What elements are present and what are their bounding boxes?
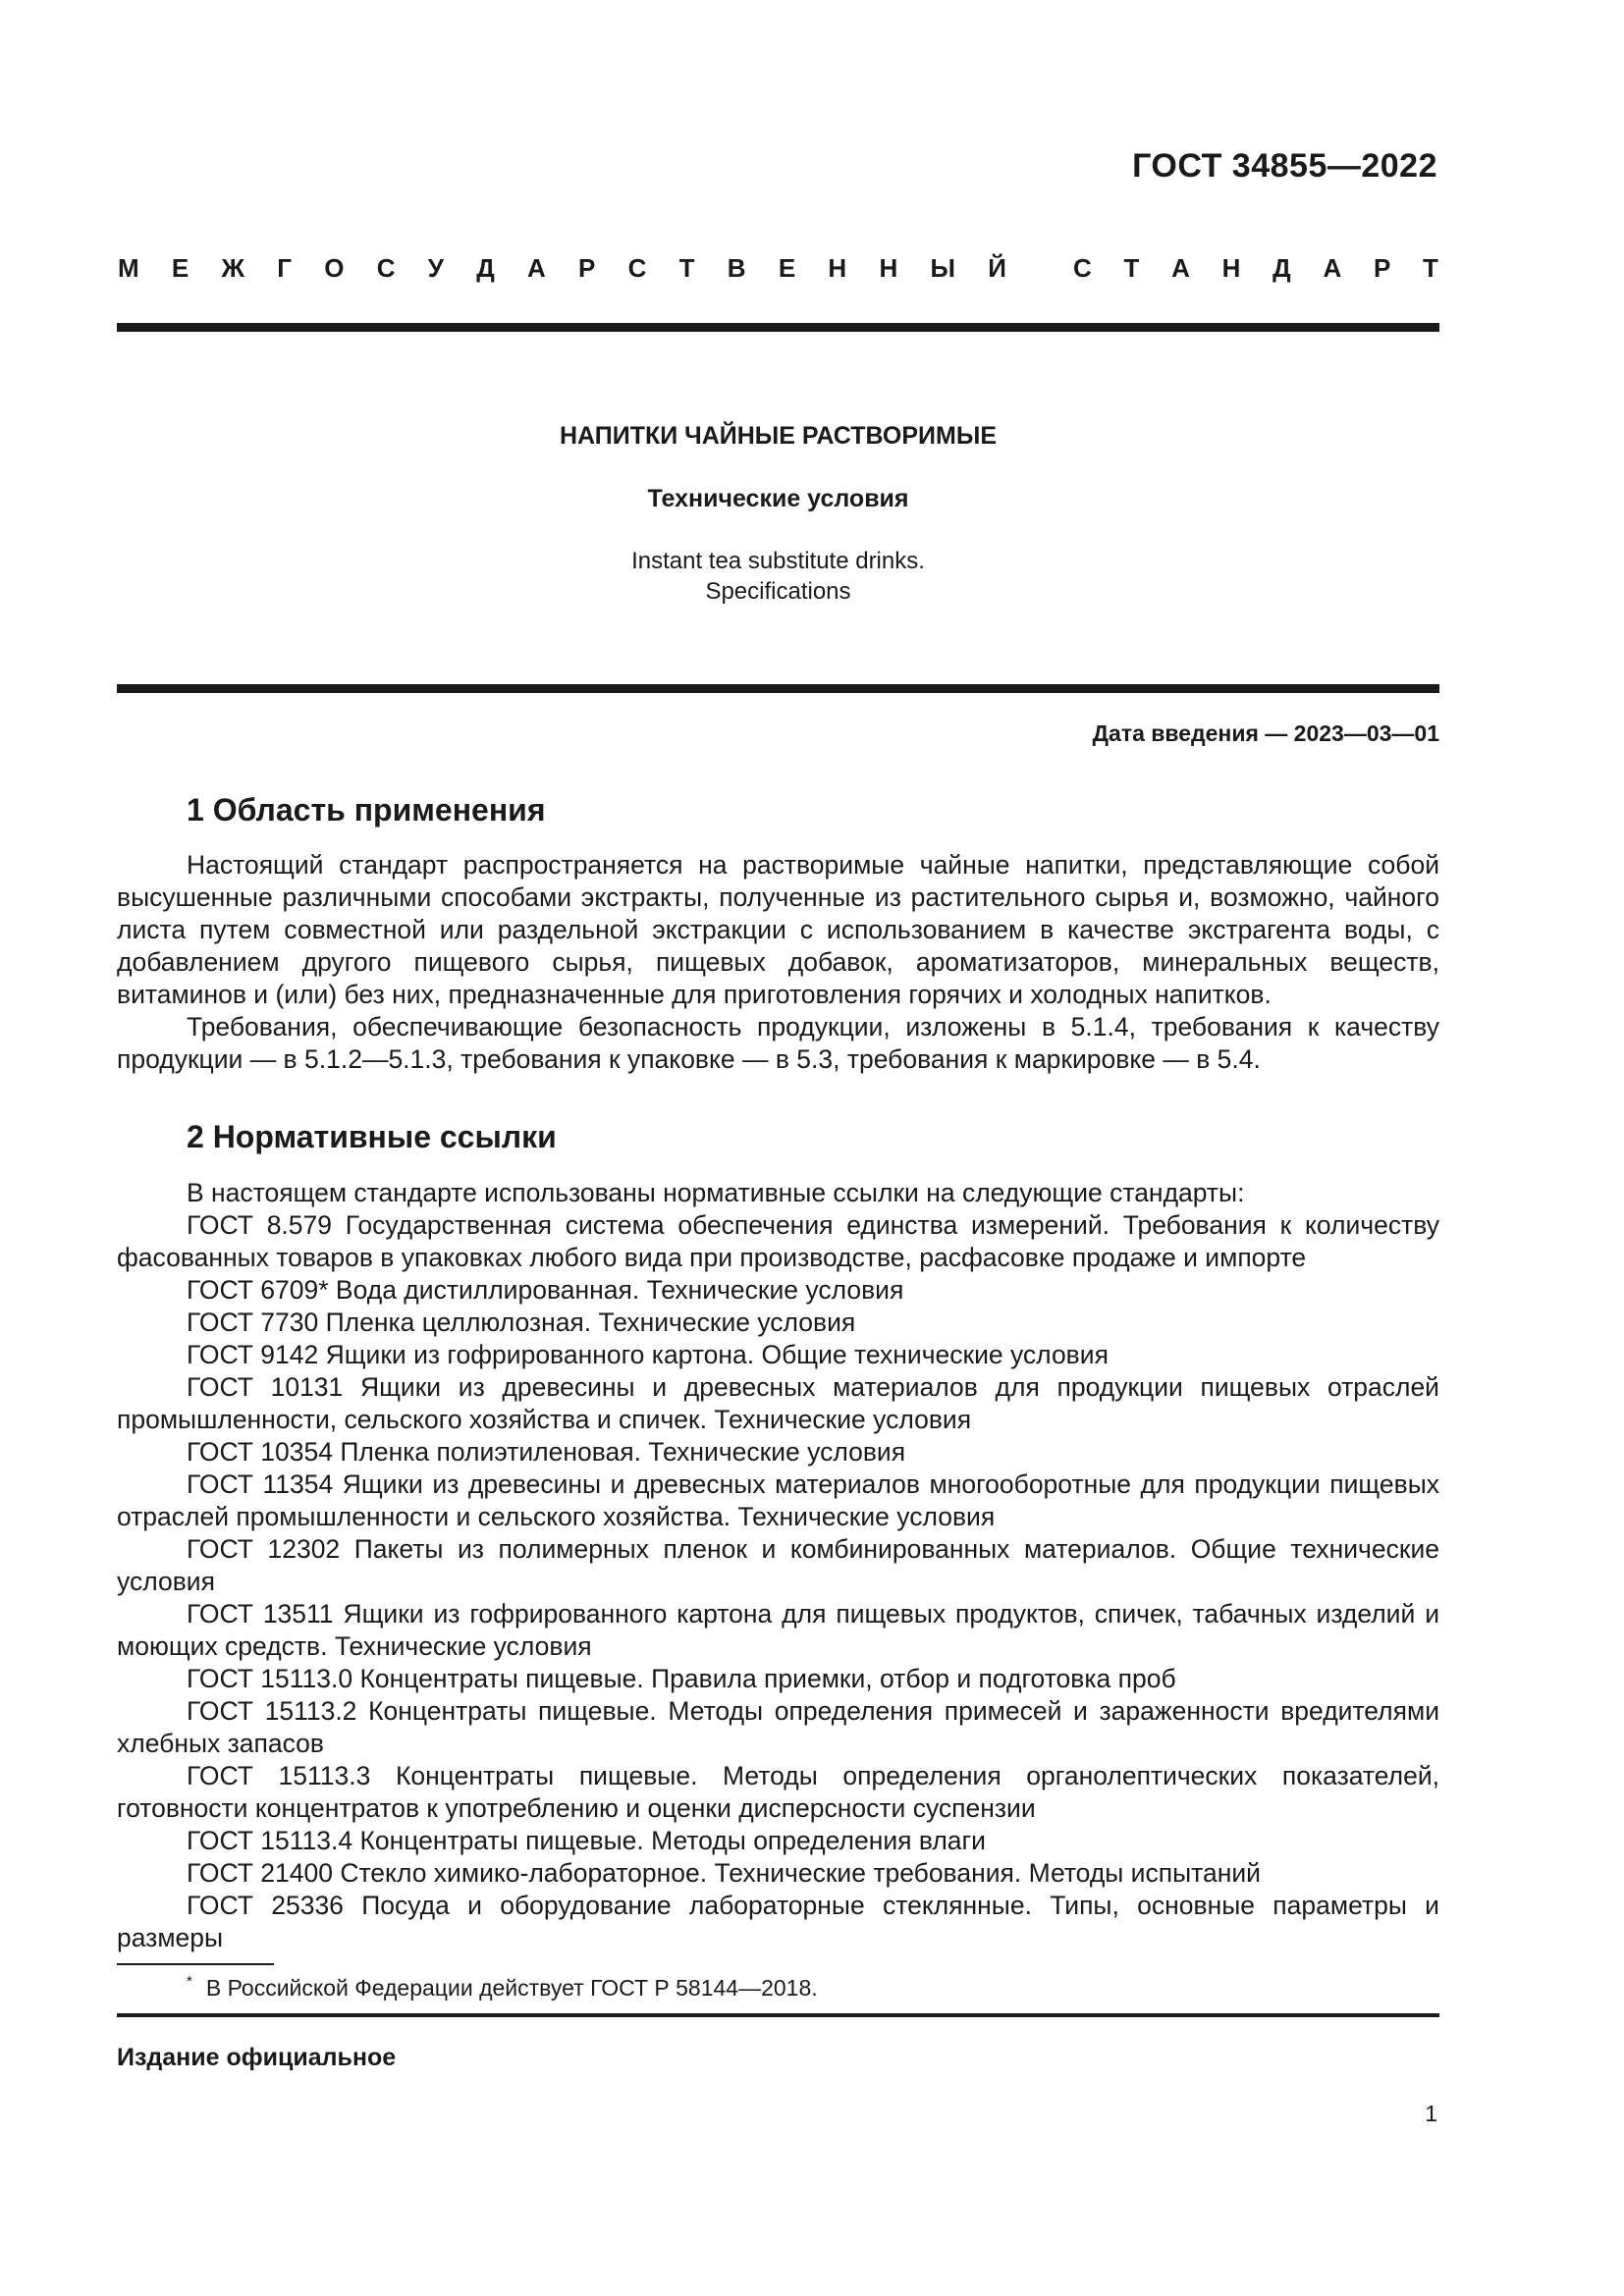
reference-item: ГОСТ 25336 Посуда и оборудование лабораторные стеклянные. Типы, основные параметры и размеры xyxy=(117,1891,1439,1952)
footnote-marker: * xyxy=(187,1973,192,1990)
reference-item: ГОСТ 10131 Ящики из древесины и древесных материалов для продукции пищевых отраслей промышленности, сельского хозяйства и спичек. Технические условия xyxy=(117,1372,1439,1434)
section-1-paragraph: Требования, обеспечивающие безопасность продукции, изложены в 5.1.4, требования к качеству продукции — в 5.1.2—5.1.3, требования к упаковке — в 5.3, требования к маркировке — в 5.4. xyxy=(117,1012,1439,1074)
footnote xyxy=(187,1973,818,2002)
reference-item: ГОСТ 13511 Ящики из гофрированного картона для пищевых продуктов, спичек, табачных изделий и моющих средств. Технические условия xyxy=(117,1599,1439,1661)
english-title-line2: Specifications xyxy=(705,578,851,605)
section-1-paragraph: Настоящий стандарт распространяется на растворимые чайные напитки, представляющие собой высушенные различными способами экстракты, полученные из растительного сырья и, возможно, чайного листа путем совместной или раздельной экстракции с использованием в качестве экстрагента воды, с добавлением другого пищевого сырья, пищевых добавок, ароматизаторов, минеральных веществ, витаминов и (или) без них, предназначенные для приготовления горячих и холодных напитков. xyxy=(117,850,1439,1009)
reference-item: ГОСТ 21400 Стекло химико-лабораторное. Технические требования. Методы испытаний xyxy=(187,1858,1261,1888)
introduction-date: Дата введения — 2023—03—01 xyxy=(1092,721,1439,746)
reference-item: ГОСТ 11354 Ящики из древесины и древесных материалов многооборотные для продукции пищевых отраслей промышленности и сельского хозяйства. Технические условия xyxy=(117,1469,1439,1531)
reference-item: ГОСТ 15113.0 Концентраты пищевые. Правила приемки, отбор и подготовка проб xyxy=(187,1664,1176,1693)
reference-item: ГОСТ 9142 Ящики из гофрированного картона. Общие технические условия xyxy=(187,1340,1109,1369)
banner-word-standard: С Т А Н Д А Р Т xyxy=(1073,253,1438,283)
interstate-standard-banner xyxy=(118,253,1438,284)
reference-item: ГОСТ 15113.2 Концентраты пищевые. Методы определения примесей и зараженности вредителями хлебных запасов xyxy=(117,1696,1439,1758)
footnote-text: В Российской Федерации действует ГОСТ Р 58144—2018. xyxy=(205,1975,818,2001)
section-2-heading: 2 Нормативные ссылки xyxy=(187,1119,557,1154)
section-2-body xyxy=(117,1177,1439,1954)
reference-item: ГОСТ 15113.3 Концентраты пищевые. Методы определения органолептических показателей, готовности концентратов к употреблению и оценки дисперсности суспензии xyxy=(117,1761,1439,1823)
section-1-heading: 1 Область применения xyxy=(187,792,546,828)
reference-item: ГОСТ 8.579 Государственная система обеспечения единства измерений. Требования к количеству фасованных товаров в упаковках любого вида при производстве, расфасовке продаже и импорте xyxy=(117,1210,1439,1272)
reference-item: ГОСТ 6709* Вода дистиллированная. Технические условия xyxy=(187,1275,904,1305)
gost-number: ГОСТ 34855—2022 xyxy=(1132,147,1437,185)
reference-item: ГОСТ 7730 Пленка целлюлозная. Технические условия xyxy=(187,1308,856,1337)
document-subtitle: Технические условия xyxy=(647,485,909,512)
reference-item: ГОСТ 15113.4 Концентраты пищевые. Методы определения влаги xyxy=(187,1826,986,1855)
reference-item: ГОСТ 10354 Пленка полиэтиленовая. Технические условия xyxy=(187,1437,906,1467)
english-title xyxy=(117,546,1439,607)
banner-word-interstate: М Е Ж Г О С У Д А Р С Т В Е Н Н Ы Й xyxy=(118,253,1006,283)
references-intro: В настоящем стандарте использованы нормативные ссылки на следующие стандарты: xyxy=(187,1178,1245,1207)
section-1-body xyxy=(117,849,1439,1076)
page-number: 1 xyxy=(1425,2101,1437,2126)
document-title: НАПИТКИ ЧАЙНЫЕ РАСТВОРИМЫЕ xyxy=(559,422,997,450)
top-divider xyxy=(117,323,1439,332)
footnote-divider xyxy=(117,1963,274,1965)
title-divider xyxy=(117,684,1439,693)
reference-item: ГОСТ 12302 Пакеты из полимерных пленок и комбинированных материалов. Общие технические условия xyxy=(117,1534,1439,1596)
official-edition-label: Издание официальное xyxy=(117,2044,397,2071)
bottom-divider xyxy=(117,2013,1439,2017)
english-title-line1: Instant tea substitute drinks. xyxy=(631,548,925,574)
